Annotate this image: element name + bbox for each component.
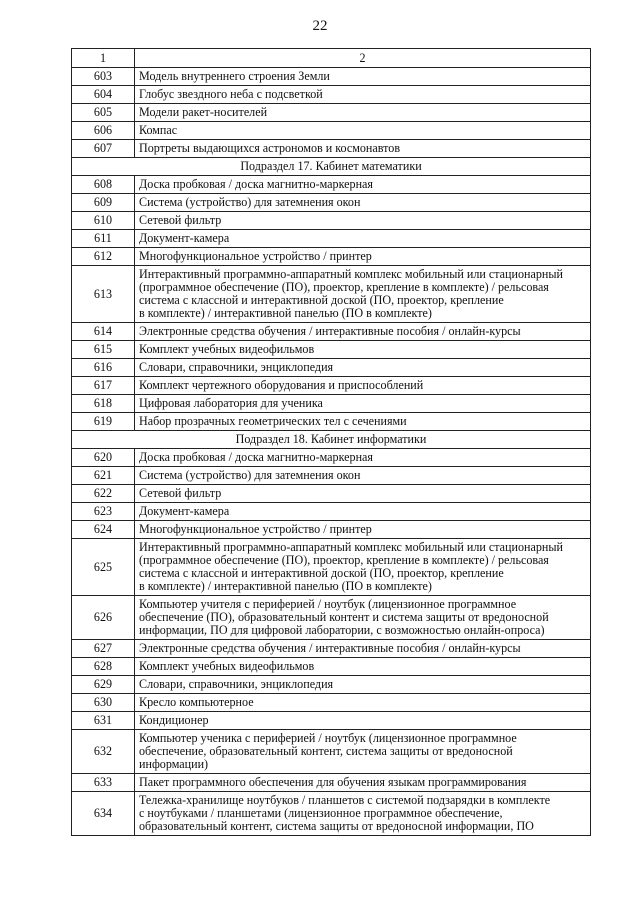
row-number: 621 bbox=[72, 467, 135, 485]
row-number: 620 bbox=[72, 449, 135, 467]
table-row bbox=[72, 194, 591, 212]
row-name: Компас bbox=[135, 122, 591, 140]
table-row bbox=[72, 176, 591, 194]
subsection-row bbox=[72, 431, 591, 449]
subsection-title: Подраздел 17. Кабинет математики bbox=[72, 158, 591, 176]
row-name: Модель внутреннего строения Земли bbox=[135, 68, 591, 86]
row-name-line: Компьютер учителя с периферией / ноутбук (лицензионное программное bbox=[139, 597, 517, 611]
row-name-line: обеспечение (ПО), образовательный контент и система защиты от вредоносной bbox=[139, 610, 549, 624]
row-name: Портреты выдающихся астрономов и космонавтов bbox=[135, 140, 591, 158]
row-name-line: Компьютер ученика с периферией / ноутбук (лицензионное программное bbox=[139, 731, 517, 745]
table-row bbox=[72, 521, 591, 539]
row-number: 627 bbox=[72, 640, 135, 658]
row-number: 622 bbox=[72, 485, 135, 503]
row-number: 608 bbox=[72, 176, 135, 194]
subsection-row bbox=[72, 158, 591, 176]
row-name-line: в комплекте) / интерактивной панелью (ПО в комплекте) bbox=[139, 306, 432, 320]
row-number: 609 bbox=[72, 194, 135, 212]
row-name: Кресло компьютерное bbox=[135, 694, 591, 712]
row-name-line: Тележка-хранилище ноутбуков / планшетов с системой подзарядки в комплекте bbox=[139, 793, 551, 807]
row-name: Многофункциональное устройство / принтер bbox=[135, 521, 591, 539]
row-name: Электронные средства обучения / интерактивные пособия / онлайн-курсы bbox=[135, 323, 591, 341]
table-row bbox=[72, 212, 591, 230]
row-name: Кондиционер bbox=[135, 712, 591, 730]
table-row bbox=[72, 774, 591, 792]
row-number: 632 bbox=[72, 730, 135, 774]
row-name-line: обеспечение, образовательный контент, система защиты от вредоносной bbox=[139, 744, 513, 758]
table-row bbox=[72, 86, 591, 104]
row-name: Модели ракет-носителей bbox=[135, 104, 591, 122]
row-number: 610 bbox=[72, 212, 135, 230]
table-row bbox=[72, 467, 591, 485]
row-name-line: система с классной и интерактивной доской (ПО, проектор, крепление bbox=[139, 566, 504, 580]
subsection-title: Подраздел 18. Кабинет информатики bbox=[72, 431, 591, 449]
table-row bbox=[72, 377, 591, 395]
row-name: Система (устройство) для затемнения окон bbox=[135, 467, 591, 485]
row-number: 623 bbox=[72, 503, 135, 521]
row-name: Комплект чертежного оборудования и приспособлений bbox=[135, 377, 591, 395]
row-name: Документ-камера bbox=[135, 503, 591, 521]
row-name-line: информации) bbox=[139, 757, 209, 771]
table-row bbox=[72, 140, 591, 158]
row-name: Сетевой фильтр bbox=[135, 485, 591, 503]
row-number: 614 bbox=[72, 323, 135, 341]
row-name: Пакет программного обеспечения для обучения языкам программирования bbox=[135, 774, 591, 792]
table-row bbox=[72, 395, 591, 413]
row-name bbox=[135, 596, 591, 640]
row-number: 606 bbox=[72, 122, 135, 140]
row-name-line: (программное обеспечение (ПО), проектор, крепление в комплекте) / рельсовая bbox=[139, 280, 549, 294]
table-row bbox=[72, 596, 591, 640]
row-name: Многофункциональное устройство / принтер bbox=[135, 248, 591, 266]
row-name-line: (программное обеспечение (ПО), проектор, крепление в комплекте) / рельсовая bbox=[139, 553, 549, 567]
row-name: Глобус звездного неба с подсветкой bbox=[135, 86, 591, 104]
row-number: 630 bbox=[72, 694, 135, 712]
row-name-line: Интерактивный программно-аппаратный комплекс мобильный или стационарный bbox=[139, 267, 564, 281]
table-row bbox=[72, 104, 591, 122]
table-row bbox=[72, 449, 591, 467]
row-name-line: в комплекте) / интерактивной панелью (ПО в комплекте) bbox=[139, 579, 432, 593]
row-number: 618 bbox=[72, 395, 135, 413]
row-number: 624 bbox=[72, 521, 135, 539]
row-name: Словари, справочники, энциклопедия bbox=[135, 359, 591, 377]
row-name: Доска пробковая / доска магнитно-маркерная bbox=[135, 176, 591, 194]
row-name-line: Интерактивный программно-аппаратный комплекс мобильный или стационарный bbox=[139, 540, 564, 554]
row-name: Набор прозрачных геометрических тел с сечениями bbox=[135, 413, 591, 431]
table-row bbox=[72, 266, 591, 323]
row-name: Комплект учебных видеофильмов bbox=[135, 341, 591, 359]
table-row bbox=[72, 485, 591, 503]
row-number: 613 bbox=[72, 266, 135, 323]
row-number: 629 bbox=[72, 676, 135, 694]
row-number: 616 bbox=[72, 359, 135, 377]
row-number: 617 bbox=[72, 377, 135, 395]
column-header-name: 2 bbox=[135, 49, 591, 68]
column-header-number: 1 bbox=[72, 49, 135, 68]
page-number: 22 bbox=[312, 18, 328, 34]
table-row bbox=[72, 676, 591, 694]
table-row bbox=[72, 792, 591, 836]
table-row bbox=[72, 248, 591, 266]
table-row bbox=[72, 712, 591, 730]
table-row bbox=[72, 694, 591, 712]
row-name bbox=[135, 539, 591, 596]
table-row bbox=[72, 230, 591, 248]
table-row bbox=[72, 68, 591, 86]
row-number: 619 bbox=[72, 413, 135, 431]
table-row bbox=[72, 413, 591, 431]
row-name: Система (устройство) для затемнения окон bbox=[135, 194, 591, 212]
table-row bbox=[72, 341, 591, 359]
table-row bbox=[72, 323, 591, 341]
row-name: Словари, справочники, энциклопедия bbox=[135, 676, 591, 694]
table-row bbox=[72, 658, 591, 676]
row-name-line: образовательный контент, система защиты от вредоносной информации, ПО bbox=[139, 819, 534, 833]
row-number: 615 bbox=[72, 341, 135, 359]
row-number: 626 bbox=[72, 596, 135, 640]
equipment-table bbox=[71, 48, 591, 836]
row-number: 612 bbox=[72, 248, 135, 266]
table-row bbox=[72, 122, 591, 140]
row-name: Доска пробковая / доска магнитно-маркерная bbox=[135, 449, 591, 467]
row-name: Электронные средства обучения / интерактивные пособия / онлайн-курсы bbox=[135, 640, 591, 658]
table-row bbox=[72, 503, 591, 521]
table-header-row bbox=[72, 49, 591, 68]
row-number: 611 bbox=[72, 230, 135, 248]
table-row bbox=[72, 640, 591, 658]
row-name: Сетевой фильтр bbox=[135, 212, 591, 230]
row-name-line: информации, ПО для цифровой лаборатории, с возможностью онлайн-опроса) bbox=[139, 623, 545, 637]
row-number: 625 bbox=[72, 539, 135, 596]
row-number: 603 bbox=[72, 68, 135, 86]
row-number: 634 bbox=[72, 792, 135, 836]
row-number: 628 bbox=[72, 658, 135, 676]
row-number: 633 bbox=[72, 774, 135, 792]
table-row bbox=[72, 730, 591, 774]
row-name bbox=[135, 730, 591, 774]
row-name bbox=[135, 792, 591, 836]
row-name-line: система с классной и интерактивной доской (ПО, проектор, крепление bbox=[139, 293, 504, 307]
row-name: Цифровая лаборатория для ученика bbox=[135, 395, 591, 413]
row-number: 605 bbox=[72, 104, 135, 122]
row-number: 631 bbox=[72, 712, 135, 730]
row-name: Комплект учебных видеофильмов bbox=[135, 658, 591, 676]
table-row bbox=[72, 359, 591, 377]
row-name-line: с ноутбуками / планшетами (лицензионное программное обеспечение, bbox=[139, 806, 503, 820]
row-name bbox=[135, 266, 591, 323]
row-number: 604 bbox=[72, 86, 135, 104]
table-body bbox=[72, 49, 591, 836]
row-number: 607 bbox=[72, 140, 135, 158]
table-row bbox=[72, 539, 591, 596]
row-name: Документ-камера bbox=[135, 230, 591, 248]
